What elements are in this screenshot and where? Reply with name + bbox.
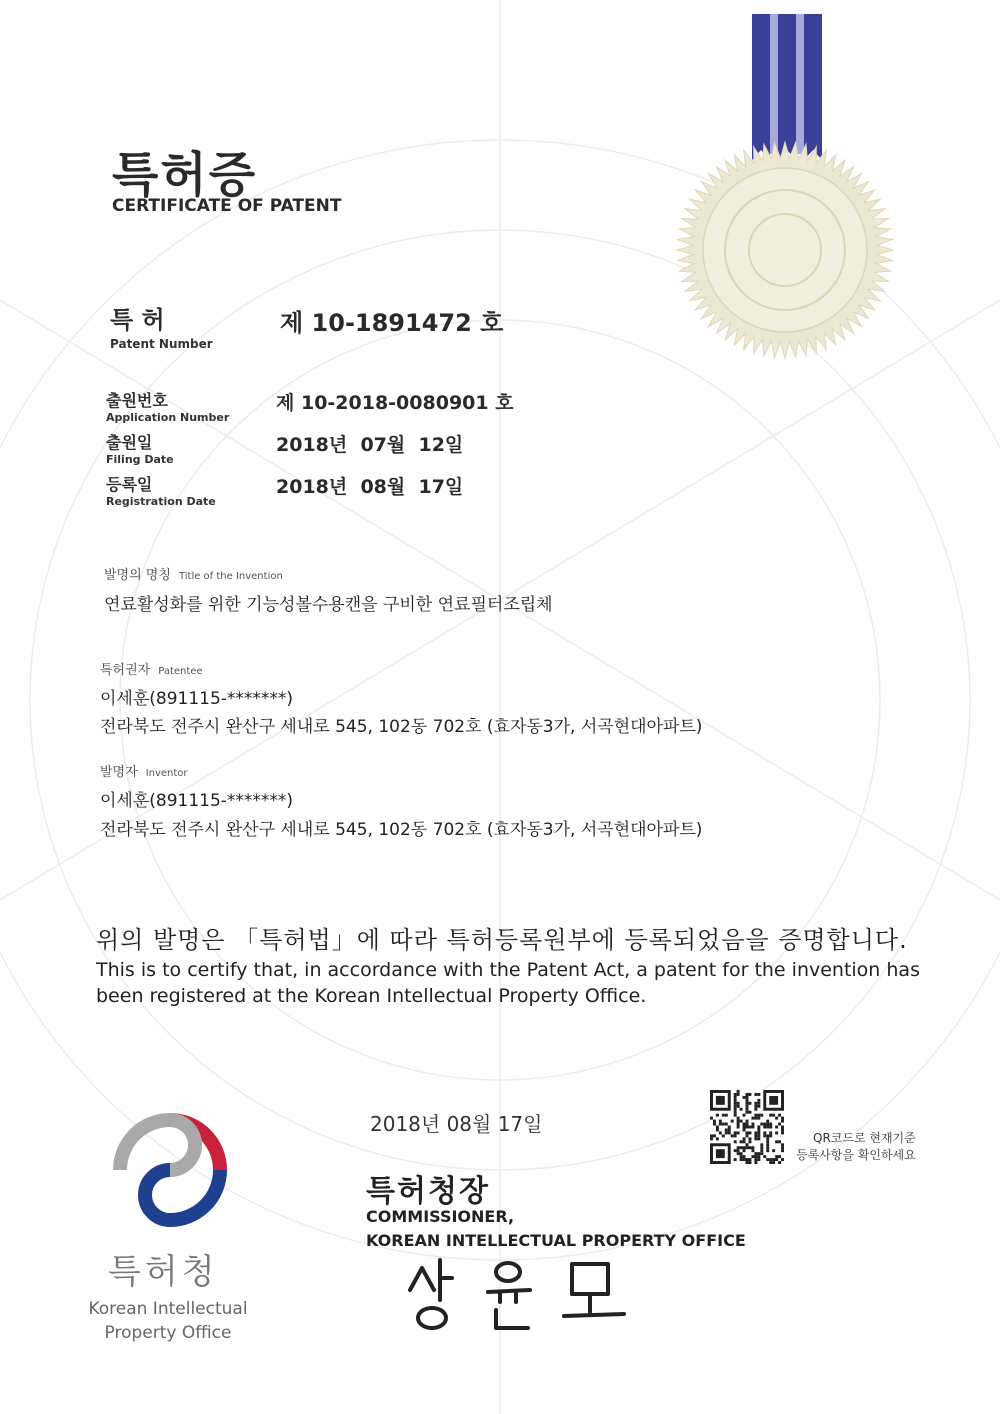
seal-icon	[677, 142, 893, 358]
patent-number-value: 제 10-1891472 호	[280, 309, 504, 337]
office-name-ko: 특허청	[108, 1252, 219, 1292]
commissioner-title-ko: 특허청장	[366, 1174, 490, 1209]
invention-section-label	[104, 564, 283, 583]
registration-label-en: Registration Date	[106, 495, 216, 508]
inventor-section-label	[100, 761, 188, 780]
qr-note	[796, 1130, 916, 1164]
invention-title: 연료활성화를 위한 기능성볼수용캔을 구비한 연료필터조립체	[104, 595, 553, 615]
commissioner-signature	[400, 1250, 640, 1340]
invention-label-ko: 발명의 명칭	[104, 568, 171, 583]
registration-date-label	[106, 472, 216, 508]
filing-label-ko: 출원일	[106, 433, 153, 452]
inventor-address: 전라북도 전주시 완산구 세내로 545, 102동 702호 (효자동3가, 서곡현대아파트)	[100, 820, 703, 840]
patentee-name: 이세훈(891115-*******)	[100, 689, 294, 709]
ribbon-seal	[670, 0, 920, 380]
ribbon-icon	[752, 14, 822, 160]
office-name-en-1: Korean Intellectual	[88, 1299, 248, 1319]
issue-date: 2018년 08월 17일	[370, 1112, 543, 1136]
inventor-label-en: Inventor	[145, 768, 188, 779]
patentee-section-label	[100, 659, 203, 678]
patent-number-label	[110, 300, 213, 351]
filing-label-en: Filing Date	[106, 453, 174, 466]
invention-label-en: Title of the Invention	[178, 571, 283, 582]
qr-code-icon	[710, 1090, 784, 1164]
filing-date-value: 2018년 07월 12일	[276, 434, 464, 456]
patentee-label-en: Patentee	[158, 666, 203, 677]
commissioner-title-en	[366, 1205, 746, 1253]
patentee-address: 전라북도 전주시 완산구 세내로 545, 102동 702호 (효자동3가, 서곡현대아파트)	[100, 717, 703, 737]
application-label-en: Application Number	[106, 411, 230, 424]
patentee-label-ko: 특허권자	[100, 663, 151, 678]
certification-statement-ko: 위의 발명은 「특허법」에 따라 특허등록원부에 등록되었음을 증명합니다.	[96, 926, 908, 954]
application-number-value: 제 10-2018-0080901 호	[276, 392, 514, 414]
inventor-name: 이세훈(891115-*******)	[100, 791, 294, 811]
application-label-ko: 출원번호	[106, 391, 168, 410]
commissioner-title-en-2: KOREAN INTELLECTUAL PROPERTY OFFICE	[366, 1231, 746, 1250]
certification-statement-en: This is to certify that, in accordance with the Patent Act, a patent for the invention has been registered at the Korean Intellectual Property Office.	[96, 959, 920, 1007]
inventor-label-ko: 발명자	[100, 765, 138, 780]
qr-note-line-2: 등록사항을 확인하세요	[796, 1148, 916, 1162]
office-name-en	[78, 1297, 258, 1345]
qr-note-line-1: QR코드로 현재기준	[813, 1131, 916, 1145]
commissioner-title-en-1: COMMISSIONER,	[366, 1207, 515, 1226]
registration-label-ko: 등록일	[106, 475, 153, 494]
registration-date-value: 2018년 08월 17일	[276, 476, 464, 498]
document-subtitle: CERTIFICATE OF PATENT	[112, 196, 342, 216]
application-number-label	[106, 388, 229, 424]
kipo-logo-icon	[110, 1110, 230, 1230]
filing-date-label	[106, 430, 174, 466]
patent-label-en: Patent Number	[110, 337, 213, 351]
patent-label-ko: 특 허	[110, 306, 165, 334]
office-name-en-2: Property Office	[104, 1323, 232, 1343]
document-title: 특허증	[112, 147, 258, 203]
